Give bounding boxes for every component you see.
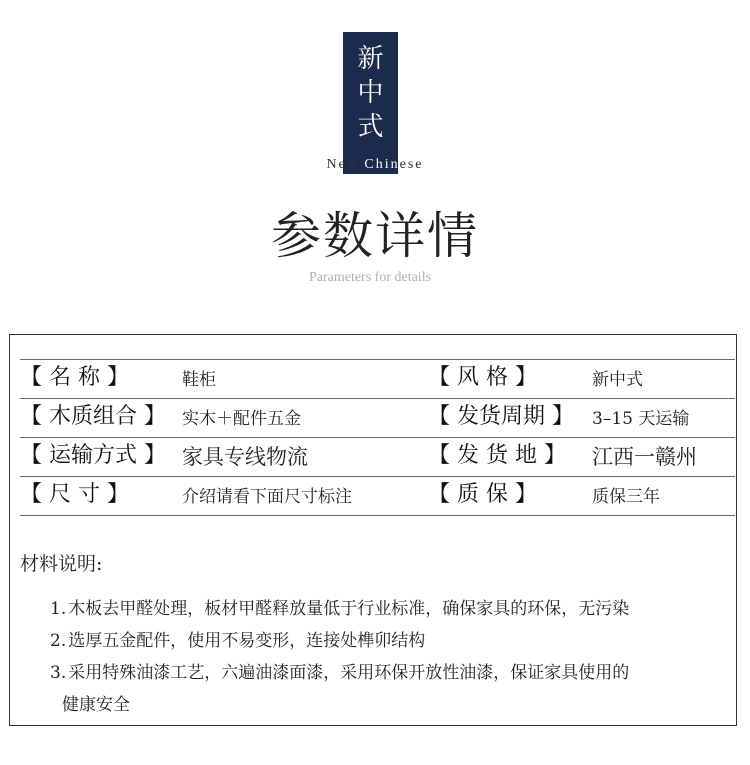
list-item-number: 3.	[50, 663, 67, 683]
spec-value-material: 实木＋配件五金	[182, 409, 301, 429]
spec-label-style: 【 风 格 】	[428, 365, 537, 390]
spec-value-name: 鞋柜	[182, 370, 216, 390]
list-item-number: 2.	[50, 631, 67, 651]
spec-value-origin: 江西一赣州	[592, 445, 697, 469]
spec-label-warranty: 【 质 保 】	[428, 482, 537, 507]
list-item-text: 选厚五金配件，使用不易变形，连接处榫卯结构	[68, 631, 426, 651]
spec-value-warranty: 质保三年	[592, 487, 660, 507]
badge-subtitle-suffix: ese	[399, 157, 424, 172]
spec-value-style: 新中式	[592, 370, 643, 390]
list-item-text: 木板去甲醛处理，板材甲醛释放量低于行业标准，确保家具的环保，无污染	[68, 599, 630, 619]
page-title: 参数详情	[271, 207, 479, 265]
spec-label-size: 【 尺 寸 】	[20, 482, 129, 507]
spec-row	[20, 437, 735, 476]
material-notes-list	[50, 593, 730, 721]
badge-subtitle-prefix: New	[326, 157, 365, 172]
badge-char-2: 中	[357, 78, 384, 108]
badge-char-1: 新	[357, 44, 384, 74]
spec-value-shipping-method: 家具专线物流	[182, 445, 308, 469]
spec-row	[20, 359, 735, 398]
spec-value-size: 介绍请看下面尺寸标注	[182, 487, 352, 507]
badge-subtitle-highlight: Chin	[364, 157, 400, 172]
spec-label-delivery-period: 【 发货周期 】	[428, 404, 574, 429]
list-item	[50, 593, 730, 625]
list-item	[50, 657, 730, 721]
spec-table	[20, 359, 735, 516]
spec-value-delivery-period: 3–15 天运输	[592, 409, 690, 429]
spec-label-material: 【 木质组合 】	[20, 404, 166, 429]
list-item-number: 1.	[50, 599, 67, 619]
spec-row	[20, 398, 735, 437]
list-item	[50, 625, 730, 657]
badge-subtitle-en	[0, 157, 750, 173]
list-item-continuation: 健康安全	[62, 695, 130, 715]
spec-row	[20, 476, 735, 515]
style-badge	[343, 32, 398, 174]
material-notes-heading: 材料说明:	[20, 553, 103, 575]
page-subtitle: Parameters for details	[308, 270, 432, 285]
spec-label-shipping-method: 【 运输方式 】	[20, 443, 166, 468]
spec-panel	[9, 334, 737, 726]
spec-label-origin: 【 发 货 地 】	[428, 443, 566, 468]
badge-char-3: 式	[357, 112, 384, 142]
spec-label-name: 【 名 称 】	[20, 365, 129, 390]
list-item-text: 采用特殊油漆工艺，六遍油漆面漆，采用环保开放性油漆，保证家具使用的	[68, 663, 630, 683]
